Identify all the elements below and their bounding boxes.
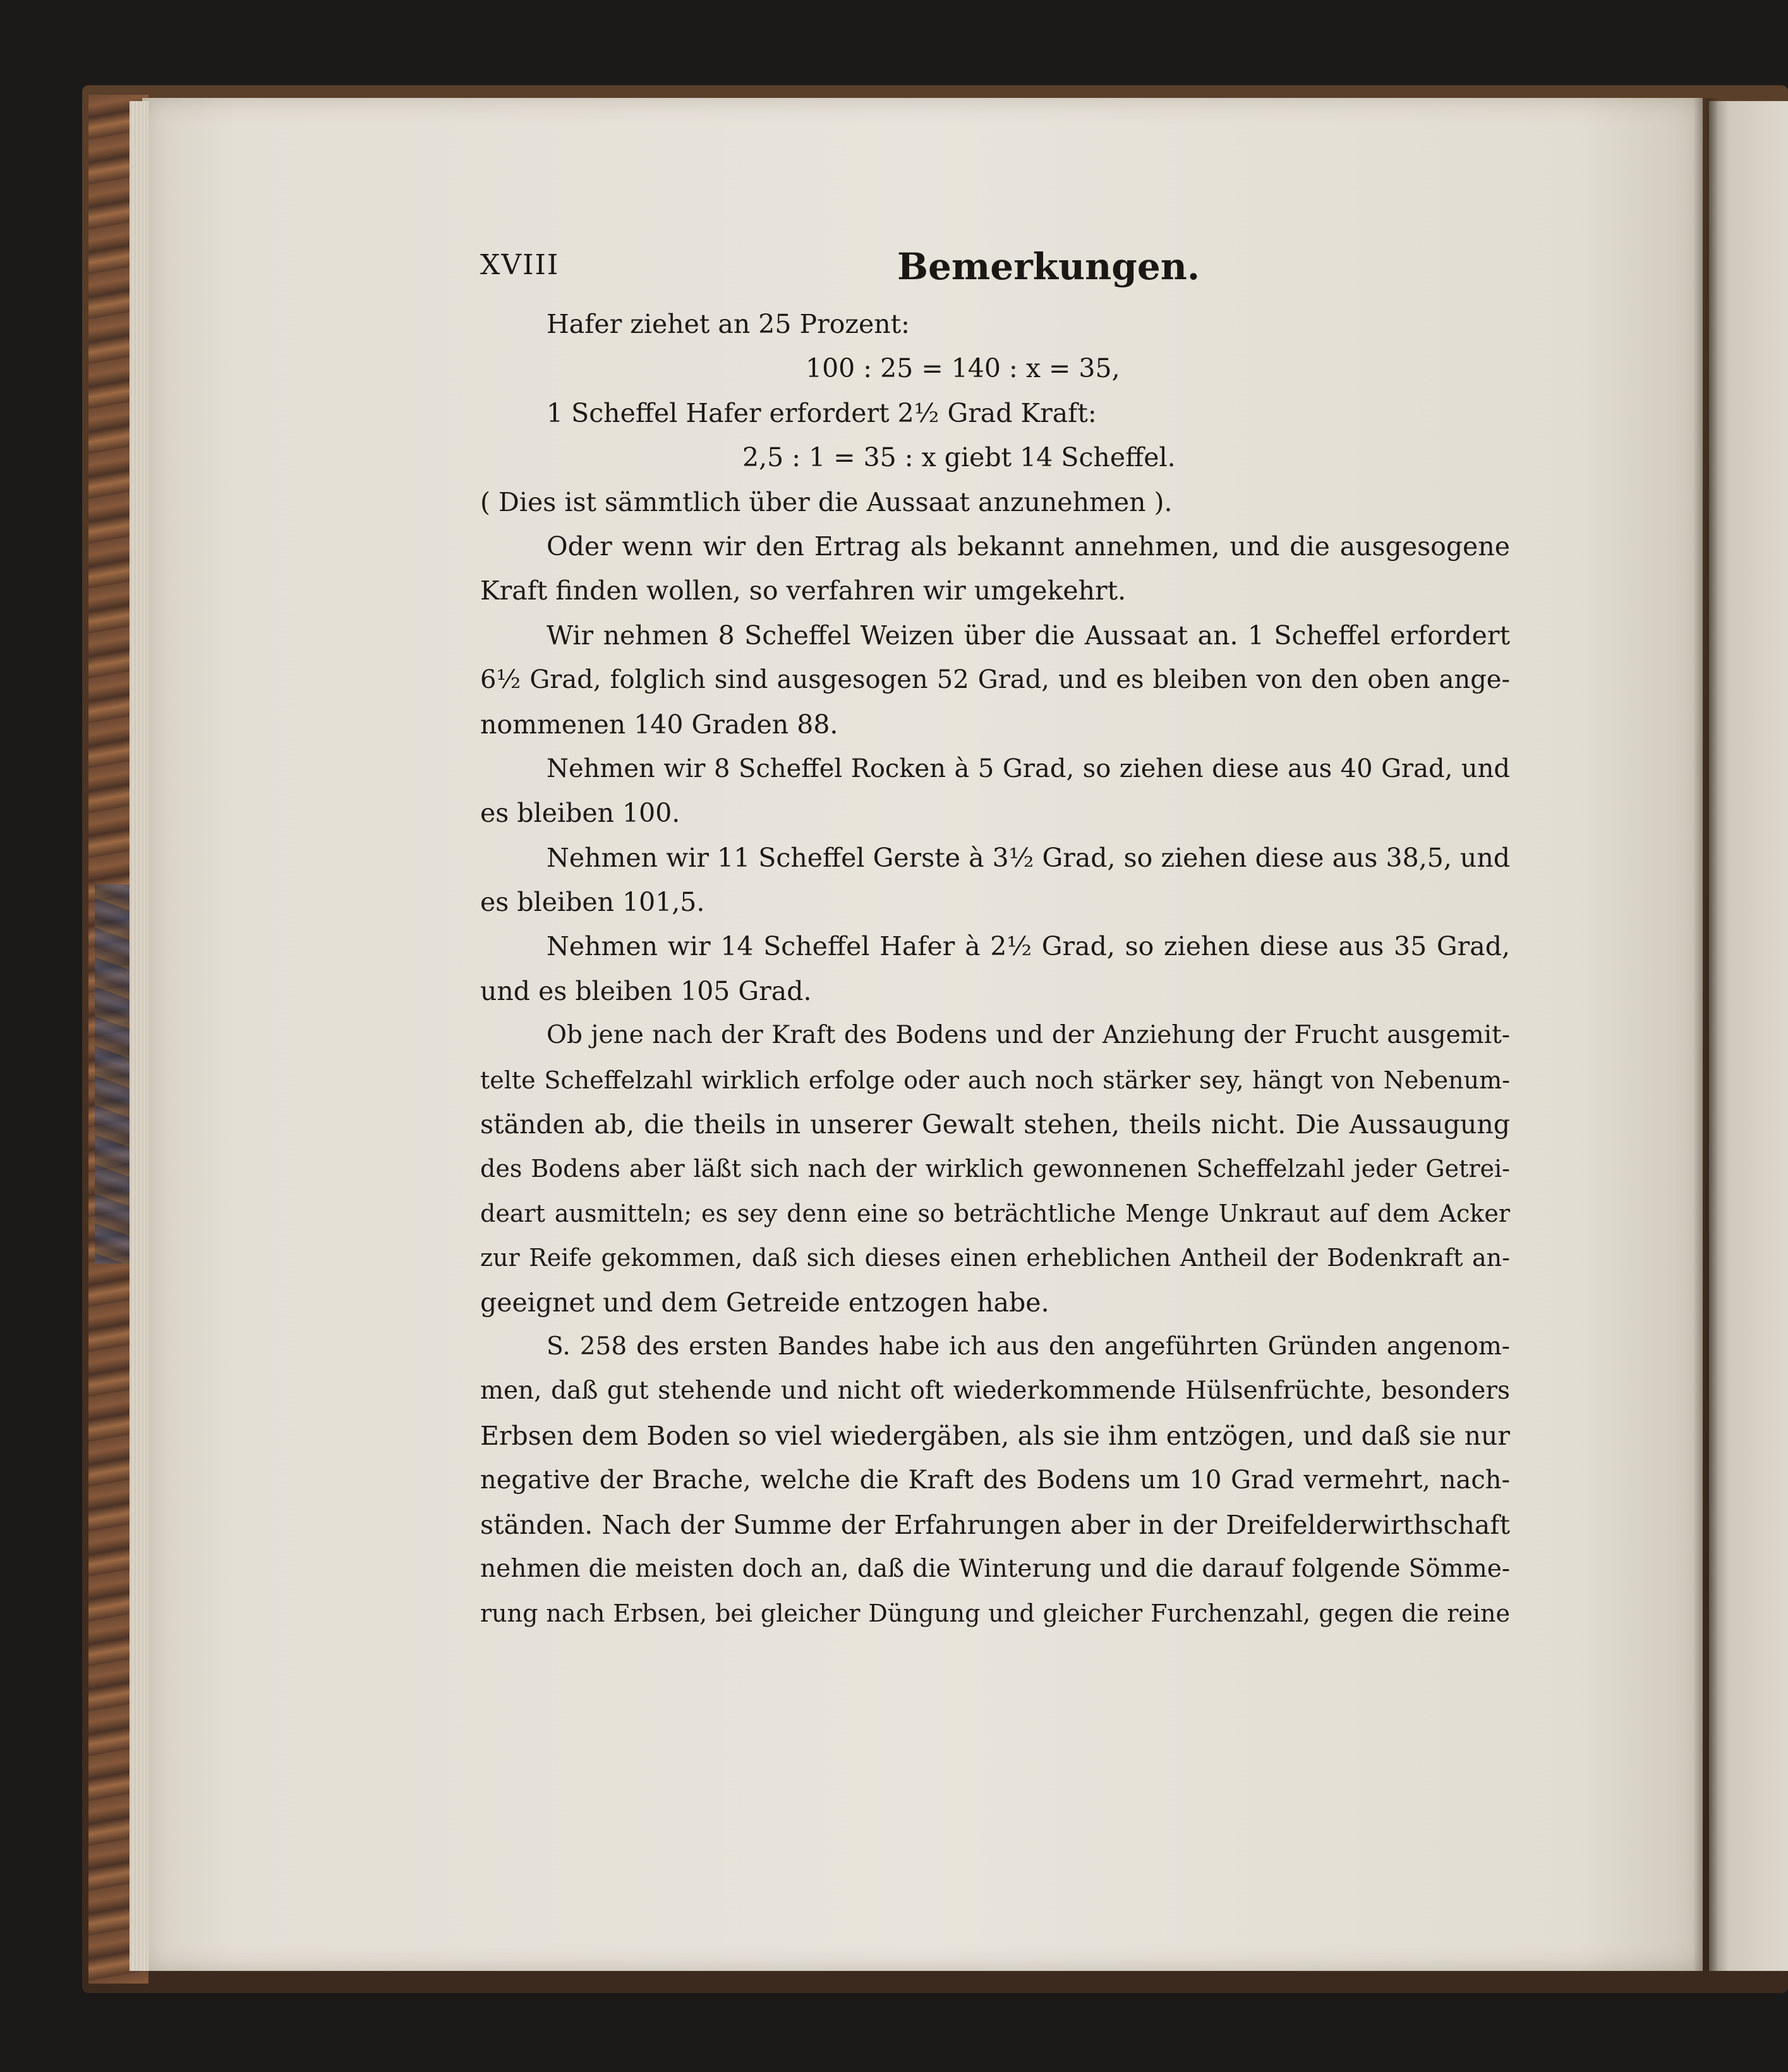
equation-line: 100 : 25 = 140 : x = 35, (806, 353, 1120, 384)
text-line: ständen. Nach der Summe der Erfahrungen aber in der Dreifelderwirthschaft (480, 1509, 1510, 1540)
text-line: Hafer ziehet an 25 Prozent: (547, 309, 910, 339)
text-line: ständen ab, die theils in unserer Gewalt stehen, theils nicht. Die Aussaugung (480, 1109, 1510, 1140)
page-body (480, 302, 1510, 1636)
text-line: men, daß gut stehende und nicht oft wiederkommende Hülsenfrüchte, besonders (480, 1376, 1510, 1406)
text-line: Erbsen dem Boden so viel wiedergäben, als sie ihm entzögen, und daß sie nur (480, 1420, 1510, 1451)
text-line: und es bleiben 105 Grad. (480, 975, 812, 1006)
text-line: des Bodens aber läßt sich nach der wirklich gewonnenen Scheffelzahl jeder Getrei- (480, 1155, 1510, 1183)
running-title: Bemerkungen. (897, 245, 1200, 288)
text-line: Nehmen wir 8 Scheffel Rocken à 5 Grad, so ziehen diese aus 40 Grad, und (547, 754, 1510, 783)
text-line: nommenen 140 Graden 88. (480, 709, 838, 740)
equation-line: 2,5 : 1 = 35 : x giebt 14 Scheffel. (742, 442, 1176, 473)
page-gutter (1693, 98, 1719, 1971)
facing-page-edge (1709, 101, 1788, 1971)
text-line: nehmen die meisten doch an, daß die Winterung und die darauf folgende Sömme- (480, 1554, 1510, 1583)
text-line: es bleiben 100. (480, 798, 680, 829)
text-line: Ob jene nach der Kraft des Bodens und der Anziehung der Frucht ausgemit- (547, 1021, 1510, 1050)
page-number: XVIII (480, 249, 560, 281)
text-line: rung nach Erbsen, bei gleicher Düngung und gleicher Furchenzahl, gegen die reine (480, 1599, 1510, 1628)
text-line: deart ausmitteln; es sey denn eine so beträchtliche Menge Unkraut auf dem Acker (480, 1199, 1510, 1227)
text-line: 6½ Grad, folglich sind ausgesogen 52 Grad, und es bleiben von den oben ange- (480, 665, 1510, 695)
text-line: telte Scheffelzahl wirklich erfolge oder auch noch stärker sey, hängt von Nebenum- (480, 1066, 1510, 1094)
text-line: Wir nehmen 8 Scheffel Weizen über die Aussaat an. 1 Scheffel erfordert (547, 620, 1510, 651)
text-line: ( Dies ist sämmtlich über die Aussaat anzunehmen ). (480, 486, 1173, 517)
text-line: negative der Brache, welche die Kraft des Bodens um 10 Grad vermehrt, nach- (480, 1466, 1510, 1495)
text-line: Nehmen wir 11 Scheffel Gerste à 3½ Grad, so ziehen diese aus 38,5, und (547, 842, 1510, 873)
text-line: zur Reife gekommen, daß sich dieses einen erheblichen Antheil der Bodenkraft an- (480, 1244, 1510, 1272)
text-line: S. 258 des ersten Bandes habe ich aus den angeführten Gründen angenom- (547, 1332, 1510, 1361)
text-line: geeignet und dem Getreide entzogen habe. (480, 1287, 1049, 1318)
page-header (480, 245, 1737, 296)
text-line: Kraft finden wollen, so verfahren wir umgekehrt. (480, 575, 1127, 606)
text-line: 1 Scheffel Hafer erfordert 2½ Grad Kraft: (547, 397, 1097, 428)
page-stack-edge (130, 101, 148, 1971)
text-line: Oder wenn wir den Ertrag als bekannt annehmen, und die ausgesogene (547, 531, 1510, 562)
text-line: es bleiben 101,5. (480, 887, 705, 918)
text-line: Nehmen wir 14 Scheffel Hafer à 2½ Grad, so ziehen diese aus 35 Grad, (547, 931, 1510, 962)
